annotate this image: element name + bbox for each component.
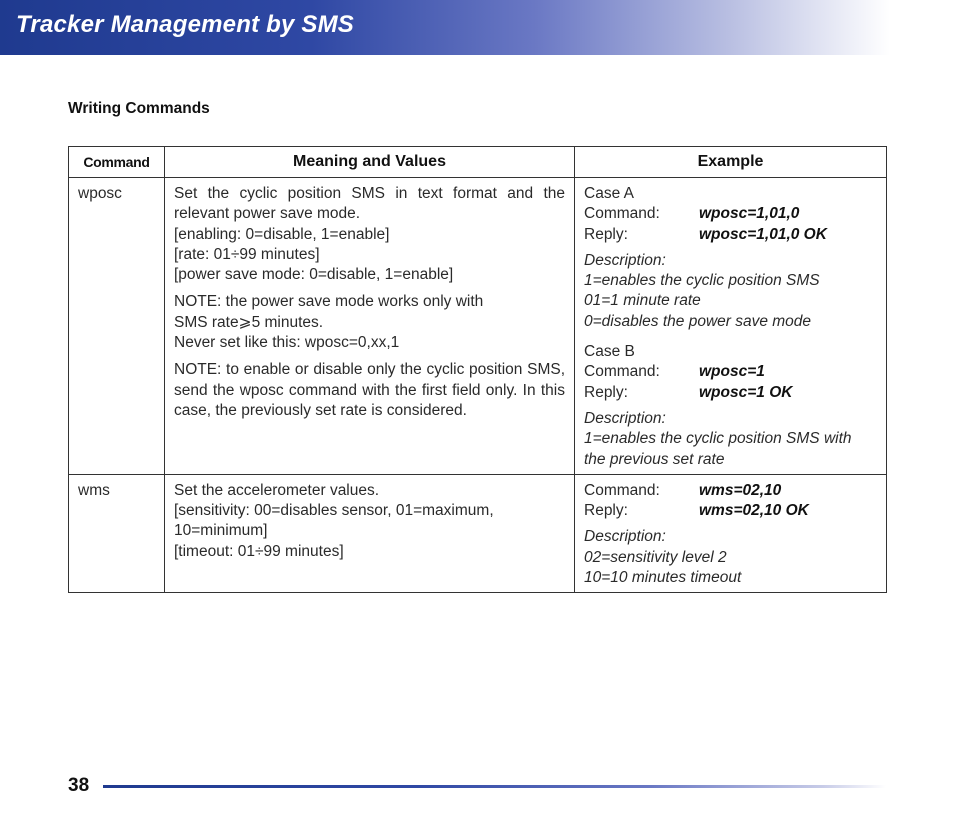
meaning-note: NOTE: to enable or disable only the cyclic position SMS, send the wposc command with the first field only. In this case, the previously set rate is considered. xyxy=(174,361,565,419)
example-command-line xyxy=(584,362,877,382)
command-label: Command: xyxy=(584,205,660,223)
page-number: 38 xyxy=(68,775,90,796)
meaning-line: [timeout: 01÷99 minutes] xyxy=(174,542,344,560)
description-line: Description: xyxy=(584,251,666,269)
example-command-line xyxy=(584,204,877,224)
meaning-line: [power save mode: 0=disable, 1=enable] xyxy=(174,266,454,284)
meaning-line: [rate: 01÷99 minutes] xyxy=(174,245,320,263)
example-command-line xyxy=(584,481,877,501)
footer-divider xyxy=(103,785,886,788)
meaning-line: Set the accelerometer values. xyxy=(174,481,380,499)
description-line: 10=10 minutes timeout xyxy=(584,569,742,587)
meaning-line: SMS rate⩾5 minutes. xyxy=(174,313,324,331)
meaning-cell xyxy=(165,178,575,475)
description-line: 1=enables the cyclic position SMS xyxy=(584,272,820,290)
reply-value: wposc=1,01,0 OK xyxy=(699,225,827,243)
meaning-line: Set the cyclic position SMS in text format and the relevant power save mode. xyxy=(174,185,565,223)
example-reply-line xyxy=(584,501,877,521)
command-value: wposc=1 xyxy=(699,363,765,381)
column-header-command: Command xyxy=(69,147,165,178)
command-label: Command: xyxy=(584,363,660,381)
description-line: Description: xyxy=(584,528,666,546)
meaning-line: Never set like this: wposc=0,xx,1 xyxy=(174,334,400,352)
meaning-note xyxy=(174,292,565,353)
meaning-line: [enabling: 0=disable, 1=enable] xyxy=(174,225,390,243)
reply-label: Reply: xyxy=(584,383,628,401)
command-cell: wposc xyxy=(69,178,165,475)
case-title: Case A xyxy=(584,185,634,202)
meaning-cell xyxy=(165,474,575,592)
column-header-meaning: Meaning and Values xyxy=(165,147,575,178)
example-description xyxy=(584,527,877,588)
example-description xyxy=(584,409,877,470)
reply-value: wms=02,10 OK xyxy=(699,502,809,520)
command-cell: wms xyxy=(69,474,165,592)
description-line: 0=disables the power save mode xyxy=(584,312,812,330)
meaning-line: [sensitivity: 00=disables sensor, 01=maximum, 10=minimum] xyxy=(174,502,494,540)
example-description xyxy=(584,251,877,332)
example-reply-line xyxy=(584,225,877,245)
meaning-line: NOTE: the power save mode works only with xyxy=(174,293,484,311)
example-reply-line xyxy=(584,383,877,403)
reply-label: Reply: xyxy=(584,225,628,243)
commands-table xyxy=(68,146,887,593)
description-line: 1=enables the cyclic position SMS with the previous set rate xyxy=(584,430,852,468)
table-header-row xyxy=(69,147,887,178)
case-title: Case B xyxy=(584,343,635,361)
reply-label: Reply: xyxy=(584,502,628,520)
section-title: Writing Commands xyxy=(68,100,210,117)
column-header-example: Example xyxy=(575,147,887,178)
description-line: Description: xyxy=(584,409,666,427)
command-value: wms=02,10 xyxy=(699,481,782,499)
table-row xyxy=(69,474,887,592)
meaning-paragraph xyxy=(174,184,565,285)
header-band xyxy=(0,0,890,55)
example-cell xyxy=(575,474,887,592)
description-line: 01=1 minute rate xyxy=(584,292,701,310)
page-title: Tracker Management by SMS xyxy=(16,11,355,38)
table-row xyxy=(69,178,887,475)
reply-value: wposc=1 OK xyxy=(699,383,793,401)
command-label: Command: xyxy=(584,481,660,499)
example-cell xyxy=(575,178,887,475)
description-line: 02=sensitivity level 2 xyxy=(584,548,727,566)
command-value: wposc=1,01,0 xyxy=(699,205,800,223)
